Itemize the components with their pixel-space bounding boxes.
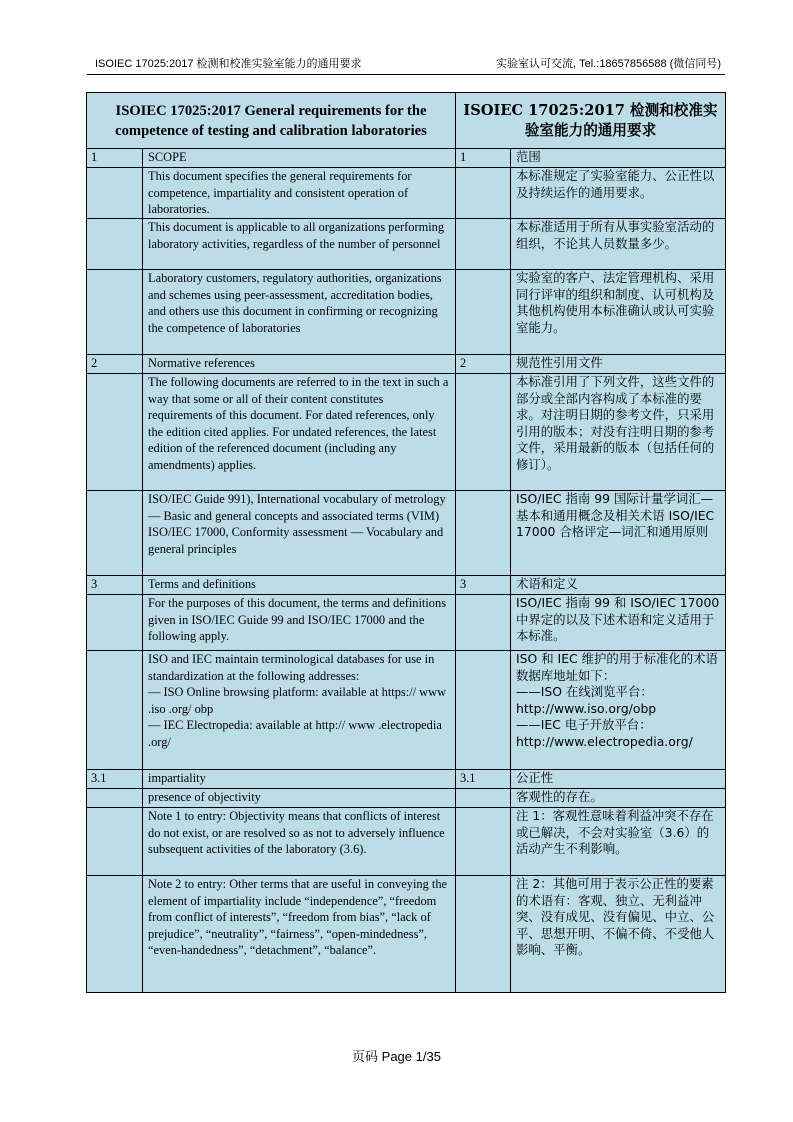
- table-row: [87, 576, 726, 595]
- clause-number-en: 1: [87, 149, 143, 168]
- table-body: [87, 149, 726, 993]
- chinese-text: 规范性引用文件: [511, 355, 726, 374]
- header-title: ISOIEC 17025:2017 检测和校准实验室能力的通用要求: [95, 58, 362, 70]
- table-header-row: [87, 93, 726, 149]
- clause-number-en: [87, 876, 143, 993]
- clause-number-en: [87, 808, 143, 876]
- table-header-chinese: ISOIEC 17025:2017 检测和校准实验室能力的通用要求: [456, 93, 726, 149]
- clause-number-en: [87, 651, 143, 770]
- table-row: [87, 808, 726, 876]
- clause-number-zh: [456, 808, 511, 876]
- table-row: [87, 149, 726, 168]
- english-text: impartiality: [143, 770, 456, 789]
- clause-number-zh: 3.1: [456, 770, 511, 789]
- clause-number-zh: [456, 789, 511, 808]
- chinese-text: 注 2：其他可用于表示公正性的要素的术语有：客观、独立、无利益冲突、没有成见、没有偏见、中立、公平、思想开明、不偏不倚、不受他人影响、平衡。: [511, 876, 726, 993]
- english-text: This document specifies the general requirements for competence, impartiality and consistent operation of laboratories.: [143, 168, 456, 219]
- english-text: For the purposes of this document, the terms and definitions given in ISO/IEC Guide 99 and ISO/IEC 17000 and the following apply.: [143, 595, 456, 651]
- clause-number-en: [87, 168, 143, 219]
- chinese-text: 客观性的存在。: [511, 789, 726, 808]
- table-row: [87, 595, 726, 651]
- english-text: Laboratory customers, regulatory authorities, organizations and schemes using peer-assessment, accreditation bodies, and others use this document in confirming or recognizing the competence of laboratories: [143, 270, 456, 355]
- chinese-text: 本标准规定了实验室能力、公正性以及持续运作的通用要求。: [511, 168, 726, 219]
- clause-number-en: [87, 270, 143, 355]
- table-row: [87, 355, 726, 374]
- table-row: [87, 789, 726, 808]
- table-header-english: ISOIEC 17025:2017 General requirements for the competence of testing and calibration laboratories: [87, 93, 456, 149]
- table-row: [87, 168, 726, 219]
- clause-number-zh: [456, 168, 511, 219]
- english-text: Note 1 to entry: Objectivity means that conflicts of interest do not exist, or are resolved so as not to adversely influence subsequent activities of the laboratory (3.6).: [143, 808, 456, 876]
- clause-number-zh: [456, 374, 511, 491]
- clause-number-en: [87, 595, 143, 651]
- table-row: [87, 491, 726, 576]
- clause-number-en: [87, 219, 143, 270]
- chinese-text: 公正性: [511, 770, 726, 789]
- clause-number-zh: [456, 651, 511, 770]
- clause-number-en: 3.1: [87, 770, 143, 789]
- clause-number-en: [87, 374, 143, 491]
- english-text: Note 2 to entry: Other terms that are useful in conveying the element of impartiality include “independence”, “freedom from conflict of interests”, “freedom from bias”, “lack of prejudice”, “neutrality”, “fairness”, “open-mindedness”, “even-handedness”, “detachment”, “balance”.: [143, 876, 456, 993]
- bilingual-table: [86, 92, 726, 993]
- clause-number-zh: [456, 491, 511, 576]
- clause-number-zh: [456, 270, 511, 355]
- english-text: This document is applicable to all organizations performing laboratory activities, regardless of the number of personnel: [143, 219, 456, 270]
- clause-number-zh: 1: [456, 149, 511, 168]
- clause-number-zh: [456, 595, 511, 651]
- table-row: [87, 374, 726, 491]
- chinese-text: 本标准引用了下列文件，这些文件的部分或全部内容构成了本标准的要求。对注明日期的参考文件，只采用引用的版本；对没有注明日期的参考文件，采用最新的版本（包括任何的修订）。: [511, 374, 726, 491]
- clause-number-zh: 2: [456, 355, 511, 374]
- clause-number-zh: 3: [456, 576, 511, 595]
- clause-number-en: [87, 491, 143, 576]
- header-divider: [87, 74, 725, 75]
- english-text: ISO/IEC Guide 991), International vocabulary of metrology — Basic and general concepts and associated terms (VIM) ISO/IEC 17000, Conformity assessment — Vocabulary and general principles: [143, 491, 456, 576]
- english-text: SCOPE: [143, 149, 456, 168]
- chinese-text: 注 1：客观性意味着利益冲突不存在或已解决，不会对实验室（3.6）的活动产生不利影响。: [511, 808, 726, 876]
- table-row: [87, 876, 726, 993]
- table-row: [87, 651, 726, 770]
- clause-number-en: 2: [87, 355, 143, 374]
- clause-number-zh: [456, 219, 511, 270]
- english-text: The following documents are referred to in the text in such a way that some or all of their content constitutes requirements of this document. For dated references, only the edition cited applies. For undated references, the latest edition of the referenced document (including any amendments) applies.: [143, 374, 456, 491]
- table-row: [87, 270, 726, 355]
- english-text: Terms and definitions: [143, 576, 456, 595]
- clause-number-en: 3: [87, 576, 143, 595]
- table-row: [87, 219, 726, 270]
- table-row: [87, 770, 726, 789]
- clause-number-en: [87, 789, 143, 808]
- page-number: 页码 Page 1/35: [352, 1049, 441, 1064]
- chinese-text: ISO/IEC 指南 99 和 ISO/IEC 17000 中界定的以及下述术语和定义适用于本标准。: [511, 595, 726, 651]
- page-header: [87, 56, 725, 72]
- chinese-text: 范围: [511, 149, 726, 168]
- english-text: presence of objectivity: [143, 789, 456, 808]
- clause-number-zh: [456, 876, 511, 993]
- chinese-text: 术语和定义: [511, 576, 726, 595]
- header-contact: 实验室认可交流, Tel.:18657856588 (微信同号): [496, 58, 721, 70]
- chinese-text: 实验室的客户、法定管理机构、采用同行评审的组织和制度、认可机构及其他机构使用本标准确认或认可实验室能力。: [511, 270, 726, 355]
- english-text: Normative references: [143, 355, 456, 374]
- chinese-text: ISO 和 IEC 维护的用于标准化的术语数据库地址如下： ——ISO 在线浏览平台： http://www.iso.org/obp ——IEC 电子开放平台： http://www.electropedia.org/: [511, 651, 726, 770]
- chinese-text: 本标准适用于所有从事实验室活动的组织，不论其人员数量多少。: [511, 219, 726, 270]
- english-text: ISO and IEC maintain terminological databases for use in standardization at the following addresses: — ISO Online browsing platform: available at https:// www .iso .org/ obp — IEC Electropedia: available at http:// www .electropedia .org/: [143, 651, 456, 770]
- chinese-text: ISO/IEC 指南 99 国际计量学词汇—基本和通用概念及相关术语 ISO/IEC 17000 合格评定—词汇和通用原则: [511, 491, 726, 576]
